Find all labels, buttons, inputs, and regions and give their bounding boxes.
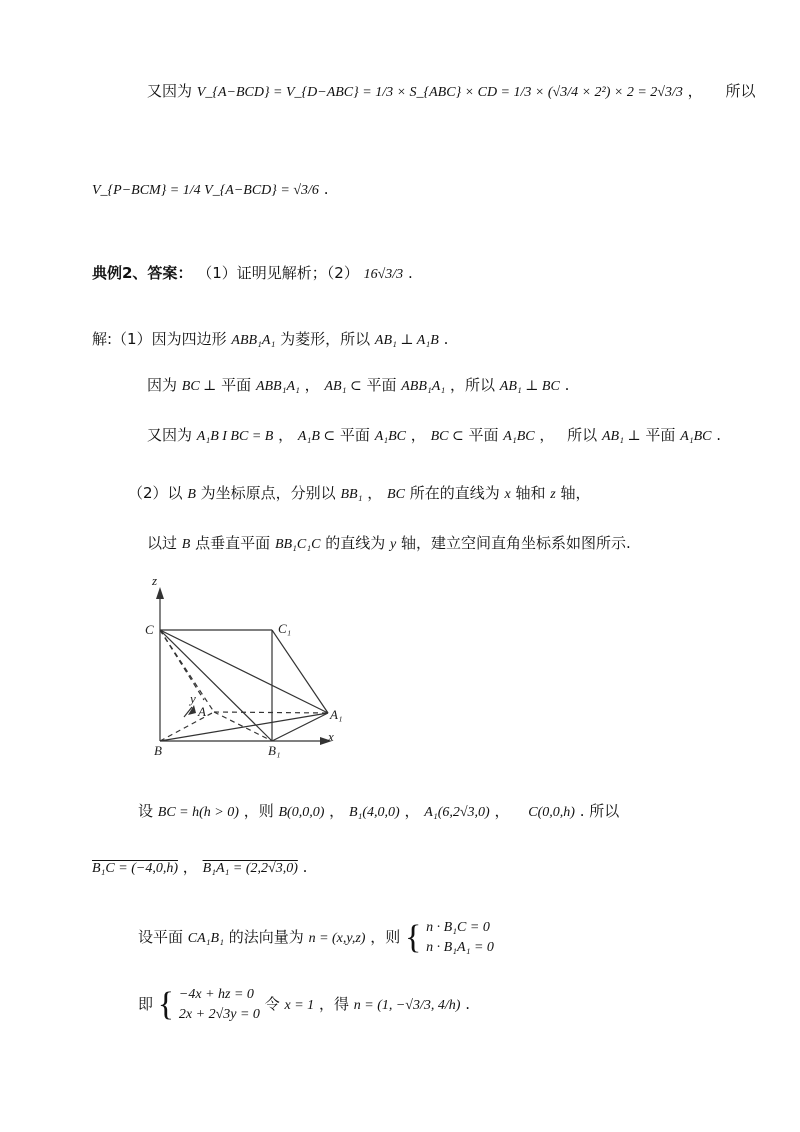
text: 为菱形，所以	[280, 330, 371, 348]
text: 平面	[366, 376, 397, 394]
math: AB₁ ⊥	[601, 429, 641, 444]
text: . 所以	[579, 802, 620, 820]
z-arrow	[156, 587, 164, 599]
volume-formula: V_{A−BCD} = V_{D−ABC} = 1/3 × S_{ABC} × CD = 1/3 × (√3/4 × 2²) × 2 = 2√3/3	[196, 85, 683, 100]
math: B₁A₁ = (2,2√3,0)	[202, 861, 298, 876]
text: ，	[329, 802, 345, 820]
text: 的法向量为	[228, 928, 304, 946]
text: 所以	[567, 426, 598, 444]
edge-c-a1	[160, 630, 328, 713]
solution-line-8	[138, 918, 494, 958]
text: ，	[410, 426, 426, 444]
solution-line-5	[147, 532, 631, 553]
text-suo-yi: 所以	[725, 82, 756, 100]
label-a1: A₁	[330, 707, 343, 722]
label-z: z	[152, 573, 158, 588]
example2-parts: （1）证明见解析；（2）	[197, 264, 359, 282]
math: x = 1	[284, 998, 315, 1013]
label-b1: B₁	[268, 743, 281, 758]
math: A₁BC	[503, 429, 535, 444]
edge-c1-a1	[272, 630, 328, 713]
text: 的直线为	[325, 534, 386, 552]
example2-line	[92, 262, 413, 283]
label-y: y	[190, 691, 196, 706]
text: 轴，建立空间直角坐标系如图所示.	[401, 534, 631, 552]
system-eq-2: n · B₁A₁ = 0	[426, 940, 494, 955]
edge-a-a1	[214, 712, 328, 713]
normal-vector-system	[426, 918, 494, 958]
math: B	[187, 487, 196, 502]
label-a: A	[198, 704, 206, 719]
text: 因为	[147, 376, 178, 394]
text: ，	[494, 802, 510, 820]
text: 点垂直平面	[195, 534, 271, 552]
system-eq-2: 2x + 2√3y = 0	[178, 1007, 260, 1022]
math: ABB₁A₁	[255, 379, 300, 394]
text-you-yin-wei: 又因为	[147, 82, 193, 100]
math: BB₁C₁C	[274, 537, 321, 552]
solution-line-6	[138, 800, 619, 821]
text: ，	[304, 376, 320, 394]
solution-line-3	[147, 424, 721, 445]
system-eq-1: −4x + hz = 0	[178, 987, 254, 1002]
text: 平面	[645, 426, 676, 444]
math: CA₁B₁	[187, 931, 224, 946]
label-b: B	[154, 743, 162, 758]
math: y	[390, 537, 397, 552]
solution-line-2	[147, 374, 569, 395]
text: ，所以	[449, 376, 495, 394]
text: 平面	[468, 426, 499, 444]
volume-equation-line	[147, 80, 755, 101]
label-c1: C₁	[278, 621, 292, 636]
text: 所在的直线为	[409, 484, 500, 502]
text: ，则	[243, 802, 274, 820]
brace: {	[157, 986, 175, 1023]
math: n = (x,y,z)	[308, 931, 366, 946]
text: 为坐标原点，分别以	[200, 484, 336, 502]
edge-c-a	[160, 630, 214, 712]
period: .	[443, 330, 449, 348]
math: A₁B ⊂	[297, 429, 336, 444]
coordinate-figure	[140, 573, 343, 758]
text: 轴和	[515, 484, 546, 502]
edge-c-b1	[160, 630, 272, 741]
math: A₁BC	[374, 429, 406, 444]
period: .	[716, 426, 722, 444]
period: .	[564, 376, 570, 394]
text: 设平面	[138, 928, 184, 946]
period: .	[323, 180, 329, 198]
math: BC = h(h > 0)	[157, 805, 239, 820]
text: ，	[278, 426, 294, 444]
volume-result-formula: V_{P−BCM} = 1/4 V_{A−BCD} = √3/6	[92, 183, 319, 198]
edge-a-b1	[214, 712, 272, 741]
text: 解:（1）因为四边形	[92, 330, 227, 348]
text: 令	[264, 995, 280, 1013]
text: （2）以	[128, 484, 183, 502]
solution-line-7	[92, 856, 307, 877]
math: B	[181, 537, 191, 552]
example2-heading: 典例2、答案：	[92, 264, 193, 282]
text: 即	[138, 995, 154, 1013]
text: 平面	[221, 376, 252, 394]
math: AB₁ ⊥ A₁B	[374, 333, 439, 348]
solution-line-4	[128, 482, 591, 503]
math: BC ⊥	[181, 379, 217, 394]
label-c: C	[145, 622, 154, 637]
text: 轴，	[560, 484, 591, 502]
period: .	[407, 264, 413, 282]
text: 又因为	[147, 426, 193, 444]
math: z	[550, 487, 556, 502]
label-x: x	[328, 729, 334, 744]
math: B₁C = (−4,0,h)	[92, 861, 178, 876]
period: .	[302, 858, 308, 876]
text: 平面	[339, 426, 370, 444]
text: ，	[182, 858, 198, 876]
system-eq-1: n · B₁C = 0	[426, 920, 490, 935]
brace: {	[405, 919, 422, 956]
volume-result-line	[92, 180, 328, 199]
math: AB₁ ⊥ BC	[499, 379, 560, 394]
text: ，	[404, 802, 420, 820]
math: A₁B I BC = B	[196, 429, 274, 444]
text: 以过	[147, 534, 178, 552]
math: B₁(4,0,0)	[348, 805, 400, 820]
math: x	[504, 487, 511, 502]
math: C(0,0,h)	[528, 805, 575, 820]
math: BB₁	[340, 487, 363, 502]
text: ，	[367, 484, 383, 502]
solution-line-9	[138, 985, 470, 1025]
math: n = (1, −√3/3, 4/h)	[353, 998, 461, 1013]
math: AB₁ ⊂	[324, 379, 362, 394]
text: ，	[539, 426, 555, 444]
comma: ，	[687, 82, 703, 100]
solution-line-1	[92, 328, 448, 349]
text: 设	[138, 802, 154, 820]
period: .	[465, 995, 470, 1013]
equation-system	[179, 985, 260, 1025]
example2-answer: 16√3/3	[363, 267, 404, 282]
math: A₁BC	[680, 429, 712, 444]
math: BC ⊂	[430, 429, 464, 444]
math: BC	[387, 487, 405, 502]
math: A₁(6,2√3,0)	[424, 805, 490, 820]
math: ABB₁A₁	[401, 379, 446, 394]
text: ，则	[370, 928, 401, 946]
text: ，得	[318, 995, 349, 1013]
math: B(0,0,0)	[278, 805, 325, 820]
math: ABB₁A₁	[231, 333, 276, 348]
